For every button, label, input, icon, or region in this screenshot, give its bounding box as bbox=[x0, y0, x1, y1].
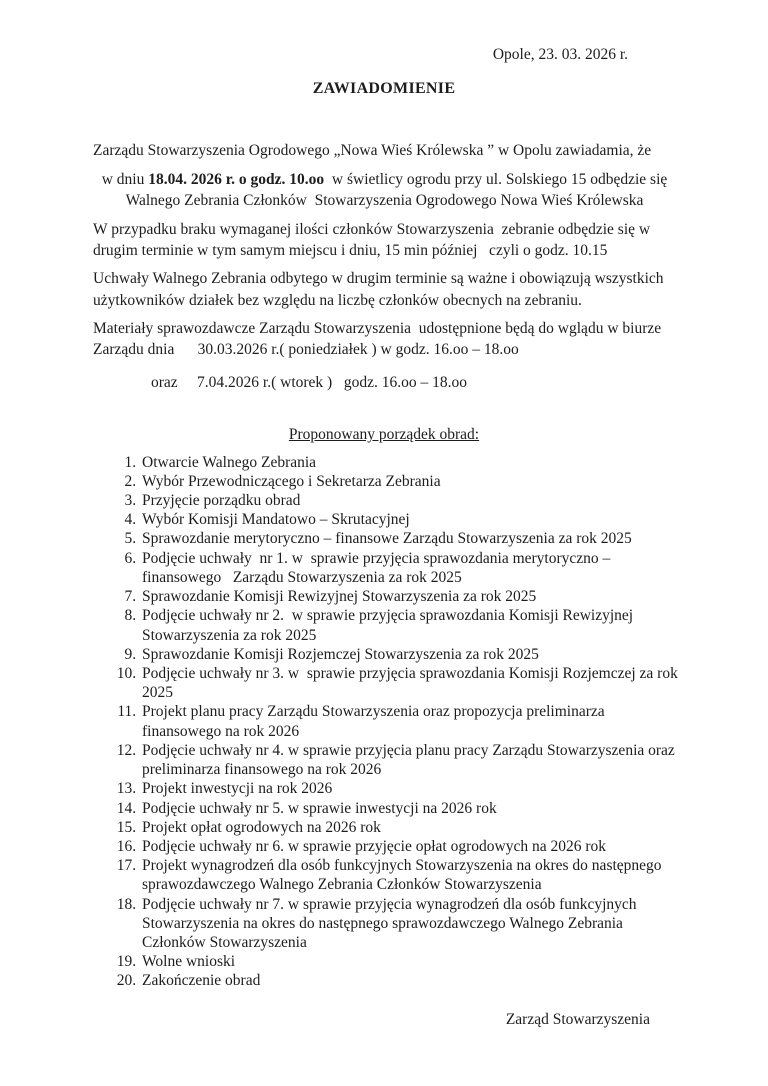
agenda-item-13: 13. Projekt inwestycji na rok 2026 bbox=[140, 779, 680, 798]
agenda-item-17: 17. Projekt wynagrodzeń dla osób funkcyjnych Stowarzyszenia na okres do następnego sprawozdawczego Walnego Zebrania Członków Stowarzyszenia bbox=[140, 856, 680, 894]
agenda-item-11: 11. Projekt planu pracy Zarządu Stowarzyszenia oraz propozycja preliminarza finansowego na rok 2026 bbox=[140, 702, 680, 740]
agenda-item-4: 4. Wybór Komisji Mandatowo – Skrutacyjnej bbox=[140, 510, 680, 529]
agenda-item-9: 9. Sprawozdanie Komisji Rozjemczej Stowarzyszenia za rok 2025 bbox=[140, 645, 680, 664]
agenda-item-7: 7. Sprawozdanie Komisji Rewizyjnej Stowarzyszenia za rok 2025 bbox=[140, 587, 680, 606]
materials-availability-paragraph: Materiały sprawozdawcze Zarządu Stowarzyszenia udostępnione będą do wglądu w biurze Zarządu dnia 30.03.2026 r.( poniedziałek ) w godz. 16.oo – 18.oo bbox=[93, 320, 665, 359]
agenda-heading: Proponowany porządek obrad: bbox=[288, 426, 480, 444]
meeting-datetime-text: 18.04. 2026 r. o godz. 10.oo bbox=[148, 170, 325, 188]
agenda-list bbox=[0, 453, 686, 991]
meeting-prefix-text: w dniu bbox=[101, 170, 149, 188]
page-title: ZAWIADOMIENIE bbox=[312, 80, 456, 98]
agenda-item-10: 10. Podjęcie uchwały nr 3. w sprawie przyjęcia sprawozdania Komisji Rozjemczej za rok 2025 bbox=[140, 664, 680, 702]
agenda-item-15: 15. Projekt opłat ogrodowych na 2026 rok bbox=[140, 818, 680, 837]
date-line: Opole, 23. 03. 2026 r. bbox=[492, 46, 628, 63]
meeting-suffix-text: w świetlicy ogrodu przy ul. Solskiego 15 odbędzie się Walnego Zebrania Członków Stowarzyszenia Ogrodowego Nowa Wieś Królewska bbox=[125, 170, 671, 210]
agenda-item-12: 12. Podjęcie uchwały nr 4. w sprawie przyjęcia planu pracy Zarządu Stowarzyszenia oraz preliminarza finansowego na rok 2026 bbox=[140, 741, 680, 779]
resolutions-validity-paragraph: Uchwały Walnego Zebrania odbytego w drugim terminie są ważne i obowiązują wszystkich użytkowników działek bez względu na liczbę członków obecnych na zebraniu. bbox=[93, 270, 668, 309]
agenda-item-1: 1. Otwarcie Walnego Zebrania bbox=[140, 453, 680, 472]
agenda-item-6: 6. Podjęcie uchwały nr 1. w sprawie przyjęcia sprawozdania merytoryczno – finansowego Zarządu Stowarzyszenia za rok 2025 bbox=[140, 549, 680, 587]
agenda-item-3: 3. Przyjęcie porządku obrad bbox=[140, 491, 680, 510]
meeting-details-paragraph bbox=[93, 169, 676, 212]
agenda-item-5: 5. Sprawozdanie merytoryczno – finansowe Zarządu Stowarzyszenia za rok 2025 bbox=[140, 529, 680, 548]
intro-paragraph: Zarządu Stowarzyszenia Ogrodowego „Nowa Wieś Królewska ” w Opolu zawiadamia, że bbox=[93, 142, 652, 160]
second-term-paragraph: W przypadku braku wymaganej ilości członków Stowarzyszenia zebranie odbędzie się w drugim terminie w tym samym miejscu i dniu, 15 min później czyli o godz. 10.15 bbox=[93, 220, 654, 259]
agenda-item-19: 19. Wolne wnioski bbox=[140, 952, 680, 971]
agenda-item-14: 14. Podjęcie uchwały nr 5. w sprawie inwestycji na 2026 rok bbox=[140, 799, 680, 818]
signature-line: Zarząd Stowarzyszenia bbox=[505, 1010, 650, 1028]
agenda-item-8: 8. Podjęcie uchwały nr 2. w sprawie przyjęcia sprawozdania Komisji Rewizyjnej Stowarzyszenia za rok 2025 bbox=[140, 606, 680, 644]
agenda-item-2: 2. Wybór Przewodniczącego i Sekretarza Zebrania bbox=[140, 472, 680, 491]
materials-second-date-line: oraz 7.04.2026 r.( wtorek ) godz. 16.oo – 18.oo bbox=[151, 373, 467, 391]
agenda-item-18: 18. Podjęcie uchwały nr 7. w sprawie przyjęcia wynagrodzeń dla osób funkcyjnych Stowarzyszenia na okres do następnego sprawozdawczego Walnego Zebrania Członków Stowarzyszenia bbox=[140, 895, 680, 953]
agenda-item-20: 20. Zakończenie obrad bbox=[140, 971, 680, 990]
agenda-item-16: 16. Podjęcie uchwały nr 6. w sprawie przyjęcie opłat ogrodowych na 2026 rok bbox=[140, 837, 680, 856]
